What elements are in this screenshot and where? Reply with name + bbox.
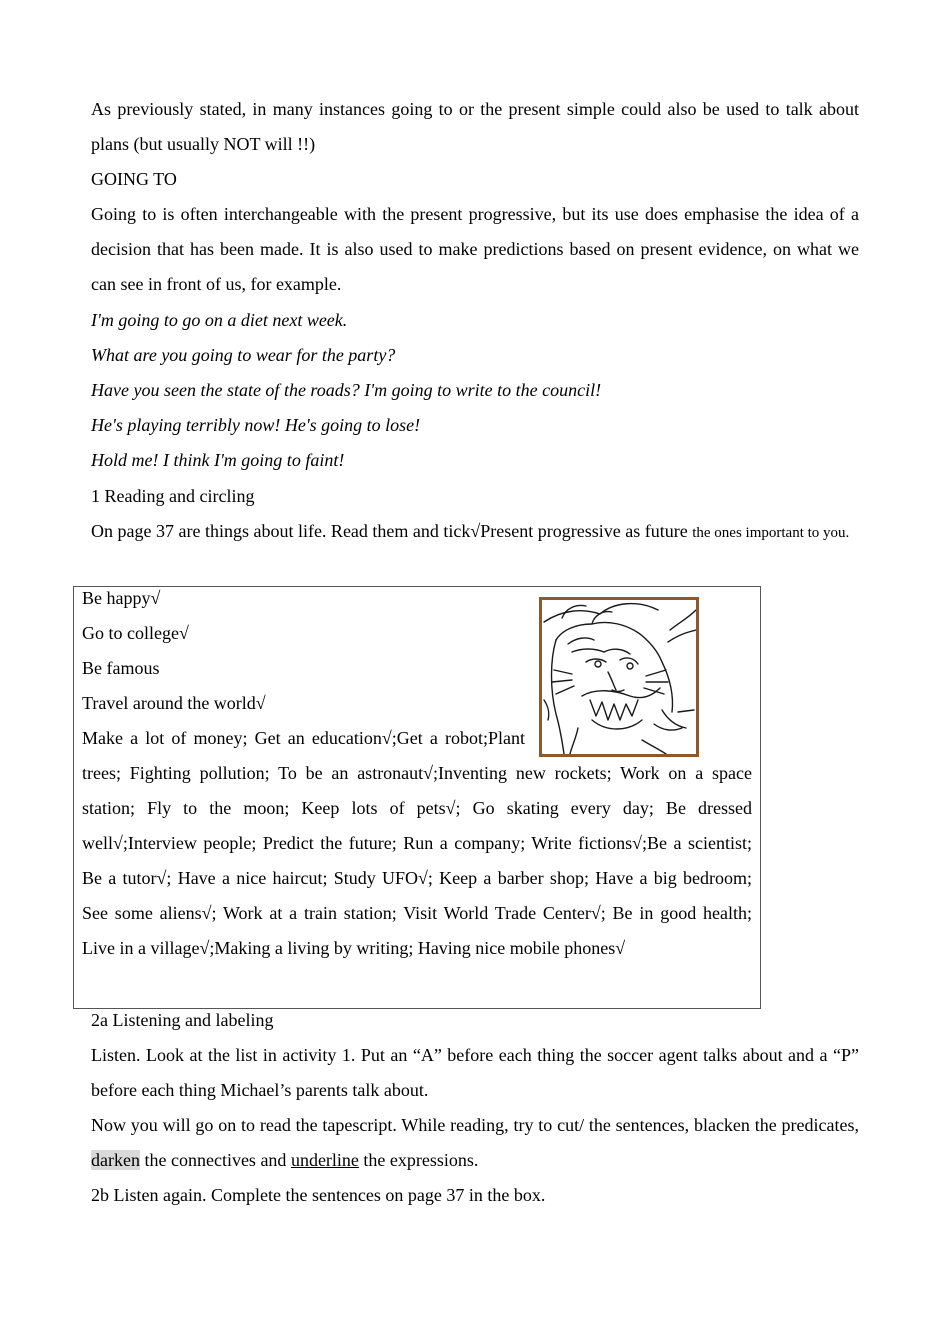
intro-paragraph: As previously stated, in many instances going to or the present simple could also be used to talk about plans (but usually NOT will !!) <box>91 99 859 154</box>
figure-wrapper <box>539 597 699 755</box>
section1-instructions <box>91 514 859 551</box>
going-to-explanation: Going to is often interchangeable with the present progressive, but its use does emphasise the idea of a decision that has been made. It is also used to make predictions based on present evidence, on what we can see in front of us, for example. <box>91 204 859 294</box>
activity-item: Travel around the world√ <box>82 693 266 713</box>
example-sentence: I'm going to go on a diet next week. <box>91 310 348 330</box>
panther-illustration-icon <box>542 600 696 754</box>
section2a-instructions: Listen. Look at the list in activity 1. Put an “A” before each thing the soccer agent talks about and a “P” before each thing Michael’s parents talk about. <box>91 1045 859 1100</box>
section2a-title: 2a Listening and labeling <box>91 1010 274 1030</box>
section1-title: 1 Reading and circling <box>91 486 255 506</box>
underline-example: underline <box>290 1150 359 1170</box>
tapescript-instructions <box>91 1108 859 1178</box>
going-to-heading: GOING TO <box>91 169 177 189</box>
section1-instructions-small: the ones important to you. <box>692 525 850 541</box>
activity-item: Go to college√ <box>82 623 189 643</box>
example-sentence: He's playing terribly now! He's going to lose! <box>91 415 421 435</box>
activity-list-rest: Make a lot of money; Get an education√;Get a robot;Plant trees; Fighting pollution; To be an astronaut√;Inventing new rockets; Work on a space station; Fly to the moon; Keep lots of pets√; Go skating every day; Be dressed well√;Interview people; Predict the future; Run a company; Write fictions√;Be a scientist; Be a tutor√; Have a nice haircut; Study UFO√; Keep a barber shop; Have a big bedroom; See some aliens√; Work at a train station; Visit World Trade Center√; Be in good health; Live in a village√;Making a living by writing; Having nice mobile phones√ <box>82 728 752 958</box>
example-sentence: Hold me! I think I'm going to faint! <box>91 450 345 470</box>
example-sentence: What are you going to wear for the party? <box>91 345 396 365</box>
section1-instructions-main: On page 37 are things about life. Read them and tick√Present progressive as future <box>91 521 693 541</box>
tapescript-text-pre: Now you will go on to read the tapescript. While reading, try to cut/ the sentences, blacken the predicates, <box>91 1115 859 1135</box>
activity-item: Be happy√ <box>82 588 161 608</box>
darken-example: darken <box>91 1150 140 1170</box>
section2b-title: 2b Listen again. Complete the sentences on page 37 in the box. <box>91 1185 546 1205</box>
example-sentence: Have you seen the state of the roads? I'm going to write to the council! <box>91 380 602 400</box>
tapescript-text-mid: the connectives and <box>139 1150 291 1170</box>
activity-item: Be famous <box>82 658 160 678</box>
tapescript-text-post: the expressions. <box>358 1150 479 1170</box>
panther-illustration <box>539 597 699 757</box>
activity-list-box <box>73 586 761 1009</box>
activity-list-text <box>82 581 752 966</box>
